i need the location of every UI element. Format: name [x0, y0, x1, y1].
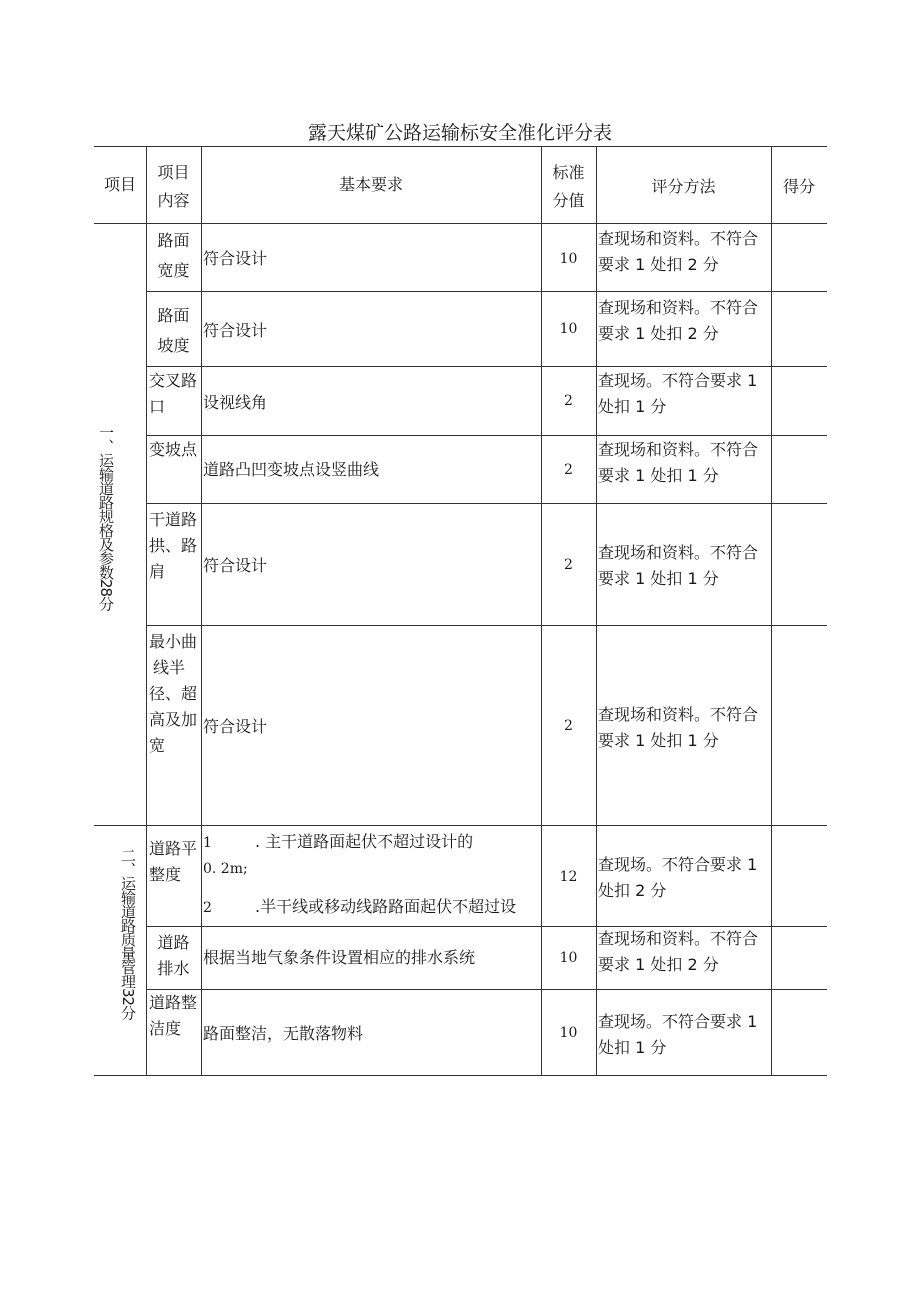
header-std-line1: 标准 [552, 163, 585, 182]
row-divider [146, 366, 827, 367]
section-1-score: 28 [97, 579, 115, 597]
row-requirement: 符合设计 [203, 249, 268, 268]
section-2-suffix: 分 [119, 1005, 137, 1020]
content-line: 干道路 [149, 510, 198, 529]
row-method [598, 226, 758, 278]
row-divider [146, 435, 827, 436]
row-method [598, 1009, 757, 1061]
content-line: 坡度 [157, 336, 190, 355]
row-requirement: 道路凸凹变坡点设竖曲线 [203, 460, 380, 479]
content-line: 口 [149, 397, 166, 416]
header-method-label: 评分方法 [651, 177, 716, 196]
row-requirement: 符合设计 [203, 556, 268, 575]
row-divider [146, 503, 827, 504]
table-top-border [94, 146, 827, 147]
method-line: 查现场。不符合要求 1 [598, 1012, 758, 1031]
header-std-line2: 分值 [552, 191, 585, 210]
row-points: 2 [564, 557, 573, 573]
content-line: 道路整 [149, 993, 198, 1012]
section-2-prefix: 二 [119, 848, 137, 862]
section-2-title [118, 848, 136, 1019]
row-divider [146, 625, 827, 626]
section-2-body: 、运输道路质量管理 [119, 862, 137, 988]
content-line: 排水 [157, 959, 190, 978]
method-line: 查现场和资料。不符合 [598, 440, 759, 459]
row-content [149, 990, 201, 1042]
method-line: 查现场和资料。不符合 [598, 298, 759, 317]
row-method [598, 852, 757, 904]
row-points: 10 [559, 251, 578, 267]
req-item-text: . 主干道路面起伏不超过设计的 [255, 832, 474, 851]
header-bottom-border [94, 223, 827, 224]
row-method [598, 368, 757, 420]
content-line: 宽 [149, 736, 166, 755]
header-requirement [201, 172, 541, 198]
method-line: 查现场和资料。不符合 [598, 705, 759, 724]
header-content-line1: 项目 [157, 163, 190, 182]
method-line: 处扣 2 分 [598, 881, 667, 900]
row-requirement: 路面整洁，无散落物料 [203, 1024, 364, 1043]
content-line: 高及加 [149, 710, 198, 729]
method-line: 查现场和资料。不符合 [598, 929, 759, 948]
req-item-text: .半干线或移动线路路面起伏不超过设 [255, 897, 517, 916]
header-score [771, 174, 827, 200]
row-content [146, 930, 201, 982]
header-content-line2: 内容 [157, 191, 190, 210]
header-content [146, 150, 201, 224]
page-title: 露天煤矿公路运输标安全准化评分表 [307, 122, 612, 144]
header-std [541, 150, 596, 224]
header-item-label: 项目 [103, 175, 136, 194]
row-points: 10 [559, 321, 578, 337]
req-item-num: 1 [203, 835, 212, 851]
method-line: 查现场和资料。不符合 [598, 543, 759, 562]
method-line: 处扣 1 分 [598, 1038, 667, 1057]
content-line: 道路平 [149, 839, 198, 858]
row-points: 10 [559, 1025, 578, 1041]
method-line: 要求 1 处扣 1 分 [598, 569, 719, 588]
section-1-suffix: 分 [97, 596, 115, 611]
col-divider [771, 146, 772, 1076]
header-method [596, 174, 771, 200]
row-requirement: 符合设计 [203, 717, 268, 736]
col-divider [596, 146, 597, 1076]
content-line: 洁度 [149, 1019, 182, 1038]
header-requirement-label: 基本要求 [338, 175, 403, 194]
content-line: 路面 [157, 306, 190, 325]
row-content [149, 507, 201, 585]
section-1-title [96, 425, 114, 610]
method-line: 查现场。不符合要求 1 [598, 855, 758, 874]
col-divider [541, 146, 542, 1076]
method-line: 查现场和资料。不符合 [598, 229, 759, 248]
content-line: 最小曲 [149, 632, 198, 651]
method-line: 要求 1 处扣 1 分 [598, 731, 719, 750]
req-item-num: 2 [203, 900, 212, 916]
table-bottom-border [94, 1075, 827, 1076]
method-line: 要求 1 处扣 2 分 [598, 955, 719, 974]
row-content [149, 629, 201, 759]
row-method [598, 437, 758, 489]
row-requirement [203, 829, 541, 921]
row-content [149, 368, 201, 420]
content-line: 肩 [149, 562, 166, 581]
row-method [598, 702, 758, 754]
row-requirement: 符合设计 [203, 321, 268, 340]
req-item-cont: 0. 2m; [203, 861, 248, 877]
content-line: 变坡点 [149, 440, 198, 459]
method-line: 要求 1 处扣 2 分 [598, 324, 719, 343]
header-item [94, 172, 146, 198]
row-content [149, 437, 201, 463]
row-content [146, 303, 201, 359]
method-line: 要求 1 处扣 2 分 [598, 255, 719, 274]
row-points: 2 [564, 462, 573, 478]
row-divider [146, 989, 827, 990]
row-requirement: 根据当地气象条件设置相应的排水系统 [203, 948, 476, 967]
row-method [598, 540, 758, 592]
method-line: 查现场。不符合要求 1 [598, 371, 758, 390]
row-divider [146, 291, 827, 292]
req-item-2 [203, 894, 541, 921]
row-points: 2 [564, 393, 573, 409]
content-line: 线半 [153, 658, 186, 677]
section-2-score: 32 [119, 988, 137, 1006]
row-points: 12 [559, 869, 578, 885]
row-content [149, 836, 201, 888]
row-content [146, 228, 201, 284]
section-divider [94, 825, 827, 826]
content-line: 交叉路 [149, 371, 198, 390]
section-1-body: 、运输道路规格及参数 [97, 439, 115, 579]
content-line: 整度 [149, 865, 182, 884]
content-line: 径、超 [149, 684, 198, 703]
content-line: 路面 [157, 231, 190, 250]
col-divider [201, 146, 202, 1076]
content-line: 道路 [157, 933, 190, 952]
section-1-prefix: 一 [97, 425, 115, 439]
content-line: 宽度 [157, 261, 190, 280]
row-requirement: 设视线角 [203, 393, 268, 412]
row-points: 10 [559, 950, 578, 966]
row-method [598, 295, 758, 347]
content-line: 拱、路 [149, 536, 198, 555]
method-line: 要求 1 处扣 1 分 [598, 466, 719, 485]
method-line: 处扣 1 分 [598, 397, 667, 416]
row-method [598, 926, 758, 978]
header-score-label: 得分 [782, 177, 815, 196]
row-points: 2 [564, 718, 573, 734]
req-item-1 [203, 829, 541, 856]
